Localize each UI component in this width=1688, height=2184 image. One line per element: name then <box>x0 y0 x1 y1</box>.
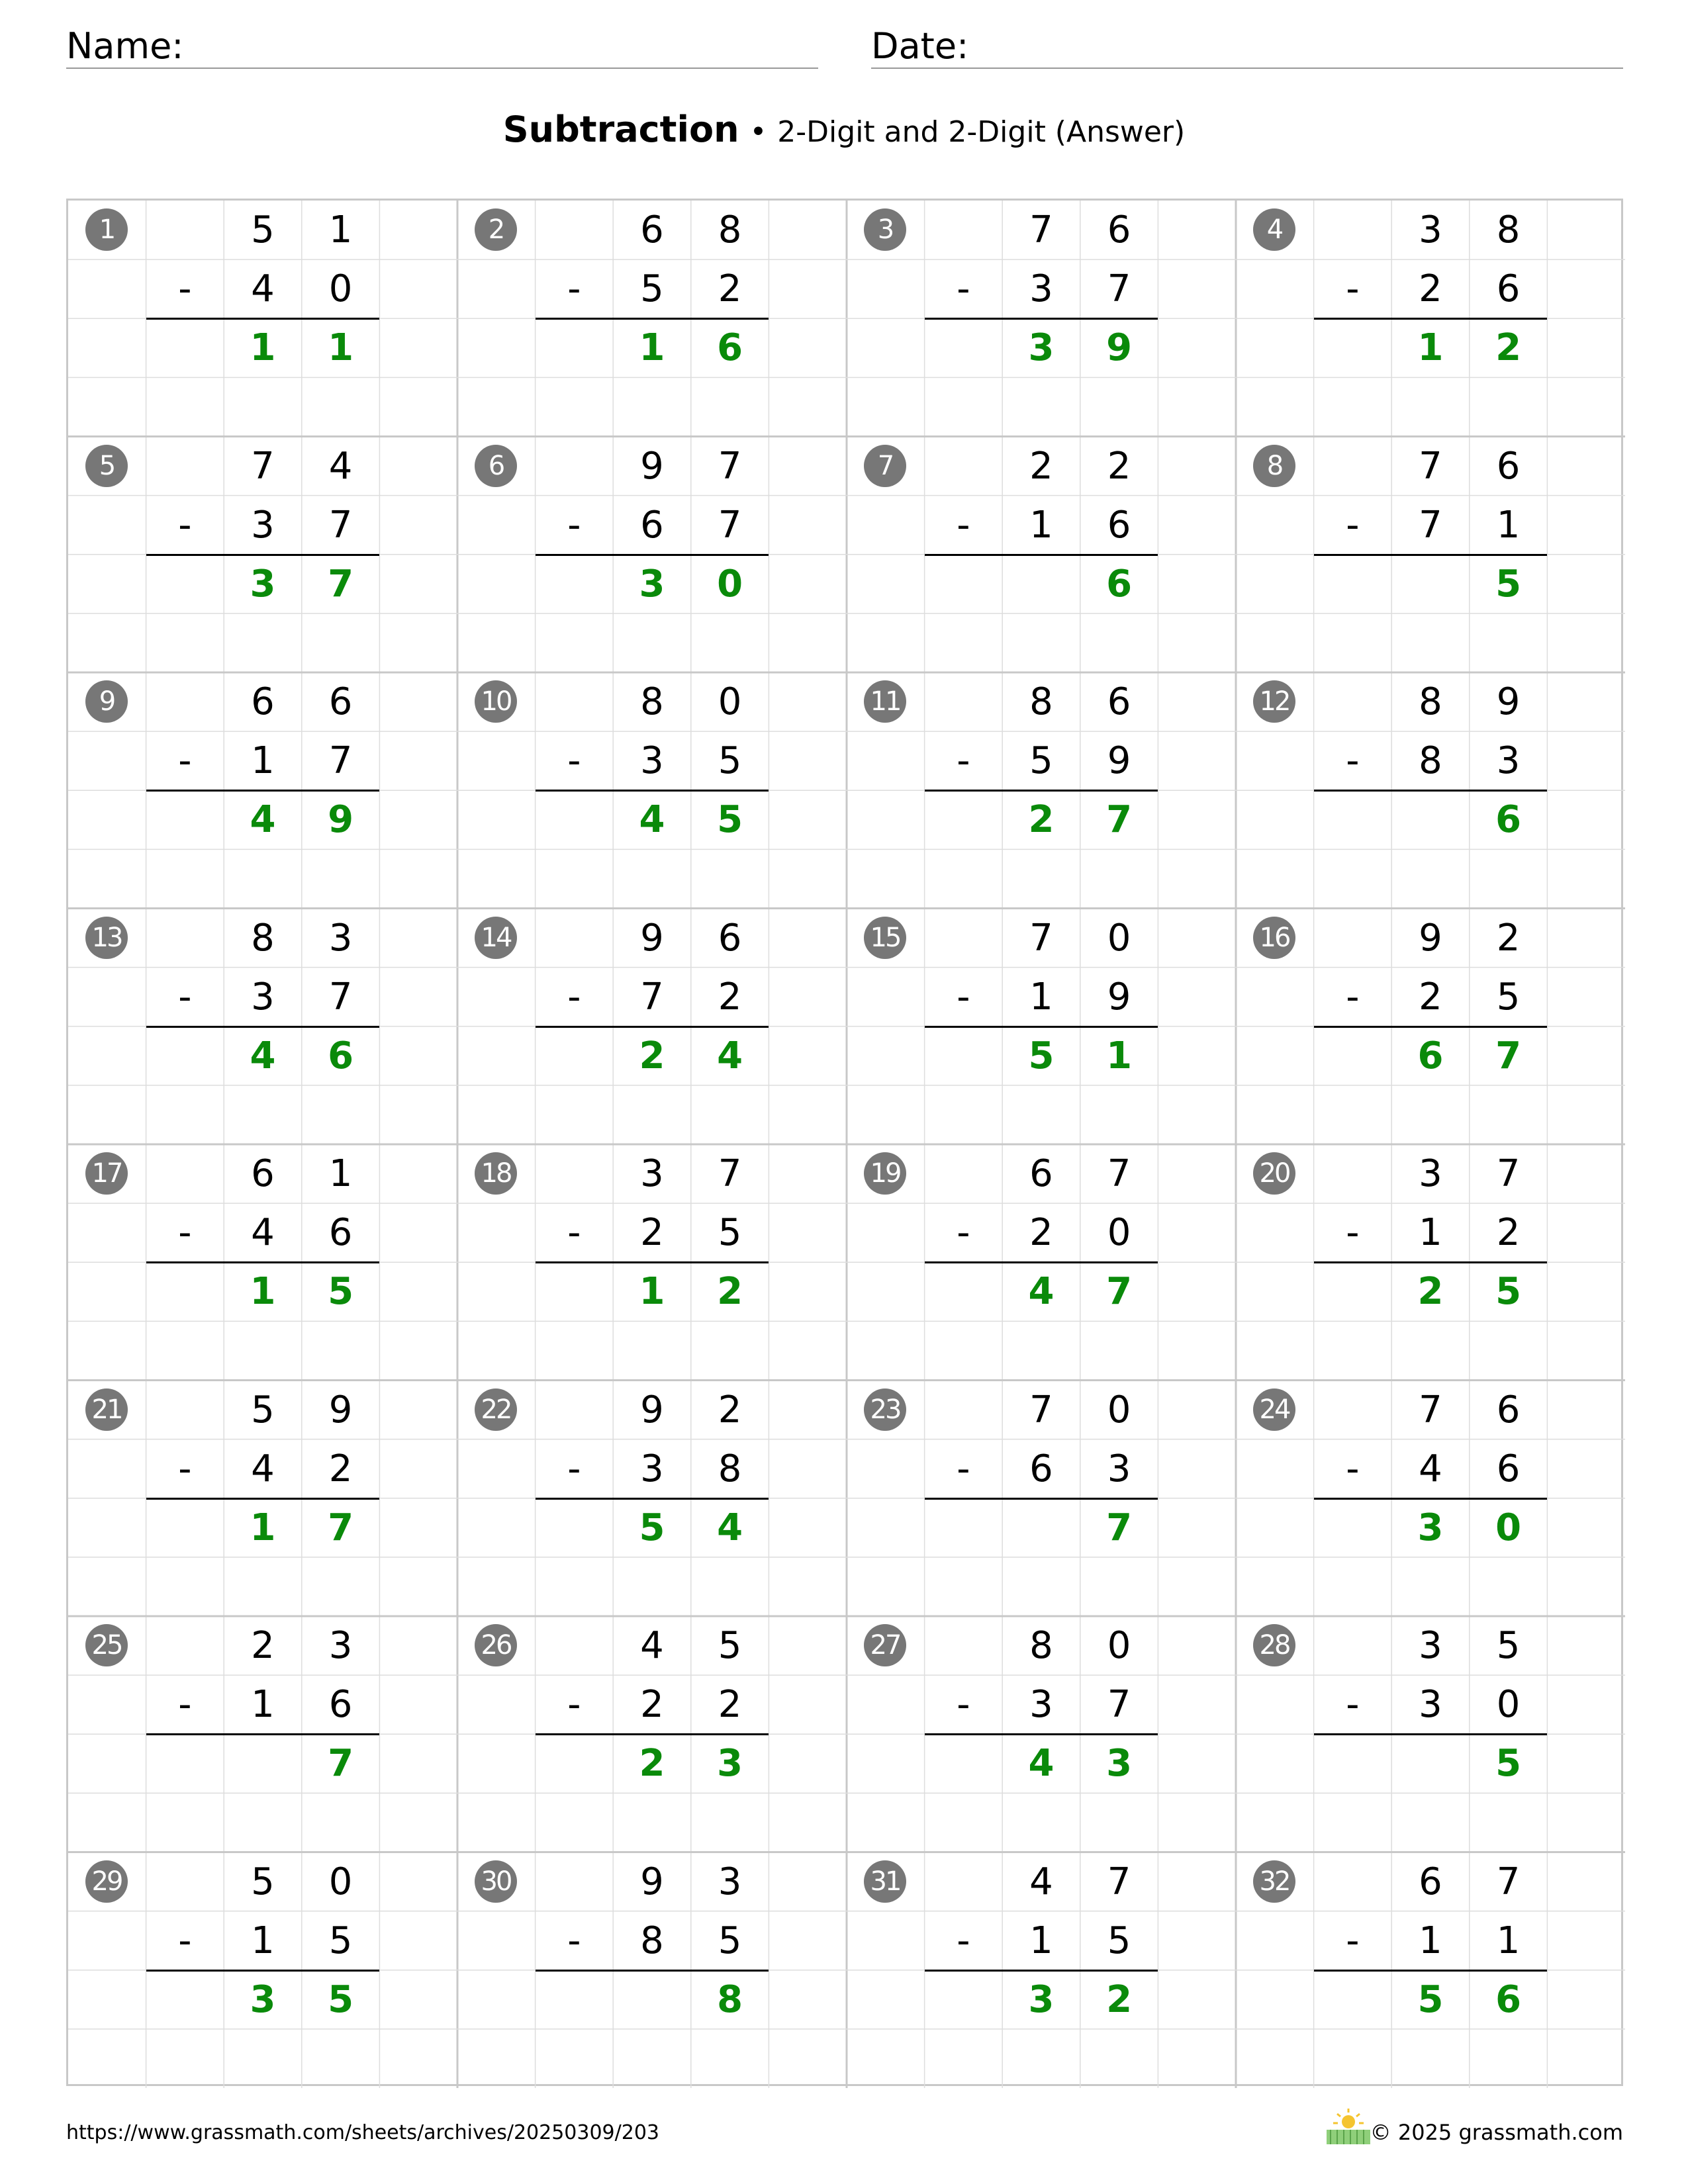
subtrahend-digit: 2 <box>328 1447 353 1490</box>
minuend-digit: 6 <box>1496 444 1521 488</box>
minuend-digit: 7 <box>1029 1388 1053 1432</box>
subtrahend-digit: 7 <box>328 503 353 547</box>
answer-digit: 2 <box>639 1034 665 1077</box>
minus-sign: - <box>567 1447 581 1490</box>
answer-digit: 3 <box>1028 1978 1055 2021</box>
problem-number-badge: 22 <box>475 1388 517 1431</box>
subtrahend-digit: 2 <box>1419 267 1442 311</box>
subtrahend-digit: 1 <box>1029 1919 1053 1962</box>
sum-line <box>1314 1026 1548 1028</box>
page-title <box>0 106 1688 156</box>
subtrahend-digit: 2 <box>718 267 742 311</box>
answer-digit: 4 <box>250 1034 276 1077</box>
problem-number-badge: 27 <box>864 1624 906 1666</box>
minuend-digit: 9 <box>1419 916 1442 960</box>
minuend-digit: 0 <box>1107 1624 1131 1668</box>
minuend-digit: 3 <box>640 1152 664 1196</box>
sum-line <box>1314 1261 1548 1263</box>
minuend-digit: 2 <box>1107 444 1131 488</box>
problem-number-badge: 18 <box>475 1152 517 1195</box>
problem-number-badge: 1 <box>85 208 128 251</box>
subtrahend-digit: 5 <box>1496 975 1521 1019</box>
minuend-digit: 7 <box>1496 1860 1521 1903</box>
minuend-digit: 6 <box>1496 1388 1521 1432</box>
answer-digit: 7 <box>1106 1506 1133 1549</box>
answer-digit: 3 <box>250 562 276 606</box>
minuend-digit: 9 <box>1496 680 1521 724</box>
answer-digit: 8 <box>717 1978 743 2021</box>
answer-digit: 4 <box>717 1506 743 1549</box>
minus-sign: - <box>957 267 970 311</box>
minus-sign: - <box>178 1919 192 1962</box>
minuend-digit: 1 <box>328 208 353 252</box>
name-field-line[interactable] <box>66 68 818 69</box>
problem-number-badge: 31 <box>864 1860 906 1903</box>
minuend-digit: 5 <box>251 1860 275 1903</box>
minus-sign: - <box>957 739 970 783</box>
minuend-digit: 2 <box>718 1388 742 1432</box>
minuend-digit: 2 <box>1496 916 1521 960</box>
subtrahend-digit: 5 <box>718 1919 742 1962</box>
sum-line <box>536 790 769 792</box>
answer-digit: 2 <box>1028 798 1055 842</box>
answer-digit: 2 <box>1106 1978 1133 2021</box>
minuend-digit: 7 <box>718 1152 742 1196</box>
answer-digit: 7 <box>328 1742 354 1786</box>
subtrahend-digit: 6 <box>1496 267 1521 311</box>
subtrahend-digit: 3 <box>251 975 275 1019</box>
subtrahend-digit: 2 <box>718 975 742 1019</box>
answer-digit: 1 <box>1417 326 1444 370</box>
subtrahend-digit: 1 <box>1496 1919 1521 1962</box>
minus-sign: - <box>567 267 581 311</box>
subtrahend-digit: 5 <box>718 1211 742 1255</box>
subtrahend-digit: 0 <box>328 267 353 311</box>
subtrahend-digit: 6 <box>328 1211 353 1255</box>
answer-digit: 9 <box>328 798 354 842</box>
subtrahend-digit: 5 <box>328 1919 353 1962</box>
sum-line <box>146 1026 380 1028</box>
minuend-digit: 2 <box>251 1624 275 1668</box>
subtrahend-digit: 3 <box>1029 267 1053 311</box>
answer-digit: 6 <box>1417 1034 1444 1077</box>
minuend-digit: 9 <box>640 444 664 488</box>
answer-digit: 3 <box>250 1978 276 2021</box>
minuend-digit: 6 <box>251 680 275 724</box>
answer-digit: 3 <box>717 1742 743 1786</box>
minuend-digit: 0 <box>718 680 742 724</box>
answer-digit: 3 <box>1417 1506 1444 1549</box>
subtrahend-digit: 5 <box>640 267 664 311</box>
subtrahend-digit: 7 <box>328 739 353 783</box>
sum-line <box>925 1970 1158 1972</box>
minuend-digit: 6 <box>251 1152 275 1196</box>
minuend-digit: 6 <box>1419 1860 1442 1903</box>
minuend-digit: 9 <box>640 916 664 960</box>
answer-digit: 7 <box>1495 1034 1522 1077</box>
answer-digit: 0 <box>717 562 743 606</box>
answer-digit: 3 <box>1106 1742 1133 1786</box>
answer-digit: 7 <box>328 1506 354 1549</box>
minuend-digit: 8 <box>1029 1624 1053 1668</box>
date-label: Date: <box>871 25 969 67</box>
subtrahend-digit: 0 <box>1107 1211 1131 1255</box>
subtrahend-digit: 3 <box>251 503 275 547</box>
name-label: Name: <box>66 25 184 67</box>
minuend-digit: 5 <box>1496 1624 1521 1668</box>
minus-sign: - <box>1346 1683 1360 1727</box>
minuend-digit: 7 <box>1419 1388 1442 1432</box>
answer-digit: 5 <box>1417 1978 1444 2021</box>
title-main: Subtraction <box>502 109 739 150</box>
subtrahend-digit: 1 <box>1419 1211 1442 1255</box>
minuend-digit: 9 <box>640 1388 664 1432</box>
minus-sign: - <box>957 975 970 1019</box>
minus-sign: - <box>178 1683 192 1727</box>
grass-sun-logo-icon <box>1324 2106 1373 2146</box>
subtrahend-digit: 2 <box>1419 975 1442 1019</box>
subtrahend-digit: 6 <box>1496 1447 1521 1490</box>
sum-line <box>536 1261 769 1263</box>
subtrahend-digit: 5 <box>1029 739 1053 783</box>
subtrahend-digit: 4 <box>251 1447 275 1490</box>
subtrahend-digit: 2 <box>640 1211 664 1255</box>
problem-number-badge: 19 <box>864 1152 906 1195</box>
minuend-digit: 6 <box>328 680 353 724</box>
problem-number-badge: 16 <box>1253 917 1295 959</box>
answer-digit: 7 <box>328 562 354 606</box>
problem-number-badge: 26 <box>475 1624 517 1666</box>
problem-number-badge: 17 <box>85 1152 128 1195</box>
minuend-digit: 8 <box>1496 208 1521 252</box>
minuend-digit: 2 <box>1029 444 1053 488</box>
sum-line <box>146 790 380 792</box>
answer-digit: 4 <box>250 798 276 842</box>
subtrahend-digit: 7 <box>1419 503 1442 547</box>
subtrahend-digit: 3 <box>1419 1683 1442 1727</box>
answer-digit: 0 <box>1495 1506 1522 1549</box>
answer-digit: 1 <box>328 326 354 370</box>
sum-line <box>1314 1733 1548 1735</box>
answer-digit: 1 <box>250 1270 276 1314</box>
sum-line <box>536 318 769 320</box>
minuend-digit: 5 <box>718 1624 742 1668</box>
sum-line <box>925 554 1158 556</box>
problem-number-badge: 9 <box>85 680 128 723</box>
minuend-digit: 4 <box>1029 1860 1053 1903</box>
subtrahend-digit: 7 <box>328 975 353 1019</box>
sum-line <box>925 790 1158 792</box>
sum-line <box>925 1733 1158 1735</box>
minus-sign: - <box>1346 1919 1360 1962</box>
minus-sign: - <box>567 1683 581 1727</box>
problem-number-badge: 20 <box>1253 1152 1295 1195</box>
subtrahend-digit: 4 <box>251 1211 275 1255</box>
minuend-digit: 6 <box>718 916 742 960</box>
answer-digit: 5 <box>328 1270 354 1314</box>
subtrahend-digit: 1 <box>251 739 275 783</box>
minuend-digit: 0 <box>1107 1388 1131 1432</box>
problem-number-badge: 7 <box>864 445 906 487</box>
minuend-digit: 6 <box>1107 208 1131 252</box>
problem-number-badge: 30 <box>475 1860 517 1903</box>
answer-digit: 2 <box>717 1270 743 1314</box>
minus-sign: - <box>178 503 192 547</box>
minus-sign: - <box>567 503 581 547</box>
subtrahend-digit: 1 <box>1029 975 1053 1019</box>
sum-line <box>925 318 1158 320</box>
sum-line <box>1314 1498 1548 1500</box>
footer-url: https://www.grassmath.com/sheets/archives/20250309/203 <box>66 2121 660 2144</box>
problem-number-badge: 10 <box>475 680 517 723</box>
minuend-digit: 0 <box>328 1860 353 1903</box>
minuend-digit: 6 <box>640 208 664 252</box>
title-bullet: • <box>749 115 767 149</box>
minus-sign: - <box>567 1211 581 1255</box>
subtrahend-digit: 1 <box>1419 1919 1442 1962</box>
answer-digit: 2 <box>1495 326 1522 370</box>
problem-number-badge: 5 <box>85 445 128 487</box>
minus-sign: - <box>178 267 192 311</box>
answer-digit: 3 <box>639 562 665 606</box>
minuend-digit: 6 <box>1107 680 1131 724</box>
problem-number-badge: 15 <box>864 917 906 959</box>
subtrahend-digit: 1 <box>1496 503 1521 547</box>
subtrahend-digit: 1 <box>251 1683 275 1727</box>
subtrahend-digit: 6 <box>1029 1447 1053 1490</box>
problem-number-badge: 13 <box>85 917 128 959</box>
minus-sign: - <box>1346 267 1360 311</box>
minus-sign: - <box>957 1447 970 1490</box>
subtrahend-digit: 2 <box>1496 1211 1521 1255</box>
minuend-digit: 8 <box>251 916 275 960</box>
sum-line <box>536 1733 769 1735</box>
subtrahend-digit: 6 <box>328 1683 353 1727</box>
problem-number-badge: 3 <box>864 208 906 251</box>
subtrahend-digit: 8 <box>1419 739 1442 783</box>
answer-digit: 6 <box>717 326 743 370</box>
problem-number-badge: 24 <box>1253 1388 1295 1431</box>
sum-line <box>925 1026 1158 1028</box>
minuend-digit: 8 <box>718 208 742 252</box>
problem-number-badge: 23 <box>864 1388 906 1431</box>
minuend-digit: 0 <box>1107 916 1131 960</box>
minuend-digit: 9 <box>328 1388 353 1432</box>
subtrahend-digit: 1 <box>251 1919 275 1962</box>
minuend-digit: 3 <box>1419 1152 1442 1196</box>
minus-sign: - <box>1346 1447 1360 1490</box>
answer-digit: 7 <box>1106 798 1133 842</box>
subtrahend-digit: 3 <box>1107 1447 1131 1490</box>
minuend-digit: 3 <box>328 916 353 960</box>
subtrahend-digit: 8 <box>640 1919 664 1962</box>
sum-line <box>1314 790 1548 792</box>
problem-number-badge: 11 <box>864 680 906 723</box>
sum-line <box>925 1261 1158 1263</box>
answer-digit: 5 <box>1495 1270 1522 1314</box>
answer-digit: 1 <box>639 1270 665 1314</box>
subtrahend-digit: 2 <box>1029 1211 1053 1255</box>
answer-digit: 5 <box>1495 1742 1522 1786</box>
sum-line <box>146 554 380 556</box>
problem-number-badge: 8 <box>1253 445 1295 487</box>
sum-line <box>536 1970 769 1972</box>
sum-line <box>146 1261 380 1263</box>
answer-digit: 2 <box>1417 1270 1444 1314</box>
answer-digit: 4 <box>1028 1270 1055 1314</box>
answer-digit: 2 <box>639 1742 665 1786</box>
minus-sign: - <box>1346 975 1360 1019</box>
minuend-digit: 7 <box>1107 1152 1131 1196</box>
footer-copyright: © 2025 grassmath.com <box>1370 2120 1623 2145</box>
minus-sign: - <box>178 739 192 783</box>
minuend-digit: 7 <box>718 444 742 488</box>
minus-sign: - <box>1346 503 1360 547</box>
subtrahend-digit: 4 <box>1419 1447 1442 1490</box>
subtrahend-digit: 2 <box>640 1683 664 1727</box>
minus-sign: - <box>178 975 192 1019</box>
subtrahend-digit: 2 <box>718 1683 742 1727</box>
subtrahend-digit: 5 <box>1107 1919 1131 1962</box>
answer-digit: 5 <box>1495 562 1522 606</box>
subtrahend-digit: 7 <box>1107 267 1131 311</box>
subtrahend-digit: 3 <box>640 739 664 783</box>
problem-number-badge: 21 <box>85 1388 128 1431</box>
minuend-digit: 3 <box>1419 208 1442 252</box>
minus-sign: - <box>567 975 581 1019</box>
minuend-digit: 4 <box>640 1624 664 1668</box>
answer-digit: 1 <box>250 1506 276 1549</box>
answer-digit: 3 <box>1028 326 1055 370</box>
answer-digit: 4 <box>1028 1742 1055 1786</box>
problem-number-badge: 28 <box>1253 1624 1295 1666</box>
answer-digit: 6 <box>1495 1978 1522 2021</box>
minuend-digit: 3 <box>328 1624 353 1668</box>
minus-sign: - <box>957 1683 970 1727</box>
minuend-digit: 7 <box>1029 916 1053 960</box>
problem-number-badge: 2 <box>475 208 517 251</box>
subtrahend-digit: 5 <box>718 739 742 783</box>
minuend-digit: 7 <box>1419 444 1442 488</box>
answer-digit: 7 <box>1106 1270 1133 1314</box>
answer-digit: 5 <box>1028 1034 1055 1077</box>
problem-number-badge: 4 <box>1253 208 1295 251</box>
answer-digit: 4 <box>717 1034 743 1077</box>
minuend-digit: 8 <box>1029 680 1053 724</box>
answer-digit: 1 <box>250 326 276 370</box>
subtrahend-digit: 3 <box>1496 739 1521 783</box>
minuend-digit: 7 <box>1107 1860 1131 1903</box>
minus-sign: - <box>957 503 970 547</box>
minuend-digit: 3 <box>1419 1624 1442 1668</box>
answer-digit: 6 <box>1106 562 1133 606</box>
minus-sign: - <box>957 1919 970 1962</box>
subtrahend-digit: 7 <box>640 975 664 1019</box>
title-subtitle: 2-Digit and 2-Digit (Answer) <box>777 115 1186 149</box>
subtrahend-digit: 6 <box>640 503 664 547</box>
answer-digit: 6 <box>1495 798 1522 842</box>
sum-line <box>146 1498 380 1500</box>
sum-line <box>146 1970 380 1972</box>
minus-sign: - <box>178 1211 192 1255</box>
minuend-digit: 8 <box>1419 680 1442 724</box>
sum-line <box>1314 554 1548 556</box>
minuend-digit: 3 <box>718 1860 742 1903</box>
answer-digit: 5 <box>717 798 743 842</box>
sum-line <box>536 554 769 556</box>
sum-line <box>1314 1970 1548 1972</box>
minus-sign: - <box>957 1211 970 1255</box>
problem-number-badge: 25 <box>85 1624 128 1666</box>
problem-grid <box>66 199 1623 2086</box>
problem-number-badge: 32 <box>1253 1860 1295 1903</box>
answer-digit: 5 <box>639 1506 665 1549</box>
sum-line <box>1314 318 1548 320</box>
sum-line <box>536 1026 769 1028</box>
subtrahend-digit: 9 <box>1107 739 1131 783</box>
answer-digit: 1 <box>1106 1034 1133 1077</box>
minuend-digit: 5 <box>251 208 275 252</box>
subtrahend-digit: 0 <box>1496 1683 1521 1727</box>
minuend-digit: 7 <box>1029 208 1053 252</box>
minus-sign: - <box>1346 1211 1360 1255</box>
problem-number-badge: 6 <box>475 445 517 487</box>
subtrahend-digit: 1 <box>1029 503 1053 547</box>
subtrahend-digit: 3 <box>640 1447 664 1490</box>
problem-number-badge: 14 <box>475 917 517 959</box>
minuend-digit: 9 <box>640 1860 664 1903</box>
minus-sign: - <box>178 1447 192 1490</box>
sum-line <box>536 1498 769 1500</box>
problem-number-badge: 29 <box>85 1860 128 1903</box>
sum-line <box>925 1498 1158 1500</box>
minuend-digit: 6 <box>1029 1152 1053 1196</box>
minuend-digit: 1 <box>328 1152 353 1196</box>
minuend-digit: 4 <box>328 444 353 488</box>
minus-sign: - <box>567 1919 581 1962</box>
subtrahend-digit: 6 <box>1107 503 1131 547</box>
subtrahend-digit: 4 <box>251 267 275 311</box>
minuend-digit: 5 <box>251 1388 275 1432</box>
answer-digit: 1 <box>639 326 665 370</box>
sum-line <box>146 318 380 320</box>
subtrahend-digit: 7 <box>1107 1683 1131 1727</box>
answer-digit: 5 <box>328 1978 354 2021</box>
answer-digit: 9 <box>1106 326 1133 370</box>
minuend-digit: 7 <box>251 444 275 488</box>
subtrahend-digit: 9 <box>1107 975 1131 1019</box>
answer-digit: 4 <box>639 798 665 842</box>
subtrahend-digit: 3 <box>1029 1683 1053 1727</box>
date-field-line[interactable] <box>871 68 1623 69</box>
minus-sign: - <box>1346 739 1360 783</box>
minuend-digit: 7 <box>1496 1152 1521 1196</box>
minuend-digit: 8 <box>640 680 664 724</box>
sum-line <box>146 1733 380 1735</box>
answer-digit: 6 <box>328 1034 354 1077</box>
problem-number-badge: 12 <box>1253 680 1295 723</box>
minus-sign: - <box>567 739 581 783</box>
subtrahend-digit: 7 <box>718 503 742 547</box>
subtrahend-digit: 8 <box>718 1447 742 1490</box>
